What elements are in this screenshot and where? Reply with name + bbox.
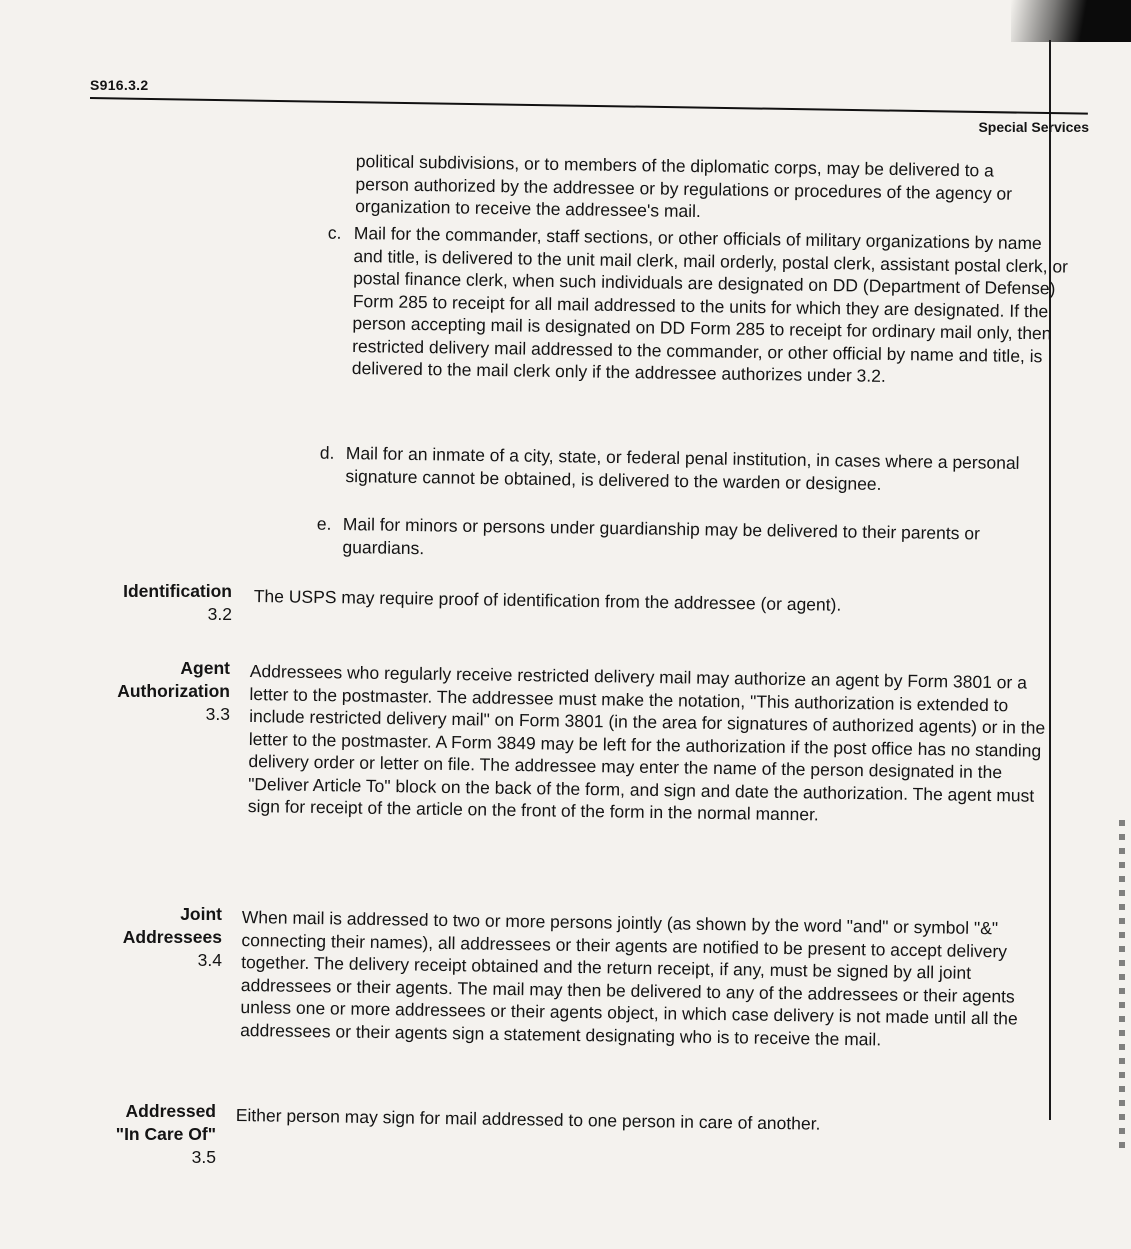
section-title: Special Services: [978, 119, 1089, 135]
section-number-header: S916.3.2: [90, 77, 149, 93]
list-marker: d.: [319, 442, 335, 463]
list-item-c: [327, 222, 1074, 390]
scan-edge-marks: [1119, 820, 1125, 1150]
list-marker: c.: [327, 222, 342, 243]
section-text-in-care-of: Either person may sign for mail addressed to one person in care of another.: [235, 1104, 821, 1134]
list-item-e: [316, 513, 1023, 568]
list-marker: e.: [316, 513, 332, 534]
intro-continuation: political subdivisions, or to members of the diplomatic corps, may be delivered to a person authorized by the addressee or by regulations or procedures of the agency or organization to receive the addressee's mail.: [355, 150, 1013, 222]
section-label-in-care-of: Addressed "In Care Of" 3.5: [16, 1100, 216, 1169]
section-number: 3.5: [191, 1147, 216, 1167]
list-item-text: Mail for the commander, staff sections, or other officials of military organizations by name and title, is delivered to the unit mail clerk, mail orderly, postal clerk, assistant postal clerk, or postal finance clerk, when such individuals are designated on DD (Department of Defense) Form 285 to receipt for all mail addressed to the units for which they are designated. If the person accepting mail is designated on DD Form 285 to receipt for ordinary mail only, then restricted delivery mail addressed to the commander, or other official by name and title, is delivered to the mail clerk only if the addressee authorizes under 3.2.: [351, 222, 1069, 386]
list-item-d: [319, 442, 1064, 498]
section-label-identification: Identification 3.2: [32, 580, 232, 626]
list-item-text: Mail for minors or persons under guardianship may be delivered to their parents or guardians.: [342, 513, 981, 558]
section-number: 3.3: [205, 704, 230, 724]
section-number: 3.2: [207, 604, 232, 624]
section-label-agent-authorization: Agent Authorization 3.3: [30, 657, 230, 726]
header-rule: [90, 97, 1088, 115]
scan-corner-shadow: [1011, 0, 1131, 42]
section-text-identification: The USPS may require proof of identification from the addressee (or agent).: [253, 585, 842, 615]
list-item-text: Mail for an inmate of a city, state, or federal penal institution, in cases where a personal signature cannot be obtained, is delivered to the warden or designee.: [345, 442, 1020, 494]
section-label-joint-addressees: Joint Addressees 3.4: [22, 903, 222, 972]
section-number: 3.4: [197, 950, 222, 970]
section-text-agent-authorization: Addressees who regularly receive restricted delivery mail may authorize an agent by Form 3801 or a letter to the postmaster. The addressee must make the notation, "This authorization is extended to include restricted delivery mail" on Form 3801 (in the area for signatures of authorized agents) or in the letter to the postmaster. A Form 3849 may be left for the authorization if the post office has no standing delivery order or letter on file. The addressee may enter the name of the person designated in the "Deliver Article To" block on the back of the form, and sign and date the authorization. The agent must sign for receipt of the article on the front of the form in the normal manner.: [247, 660, 1046, 825]
section-text-joint-addressees: When mail is addressed to two or more persons jointly (as shown by the word "and" or symbol "&" connecting their names), all addressees or their agents are notified to be present to accept delivery together. The delivery receipt obtained and the return receipt, if any, must be signed by all joint addressees or their agents. The mail may then be delivered to any of the addressees or their agents unless one or more addressees or their agents object, in which case delivery is not made until all the addressees or their agents sign a statement designating who is to receive the mail.: [240, 906, 1018, 1049]
